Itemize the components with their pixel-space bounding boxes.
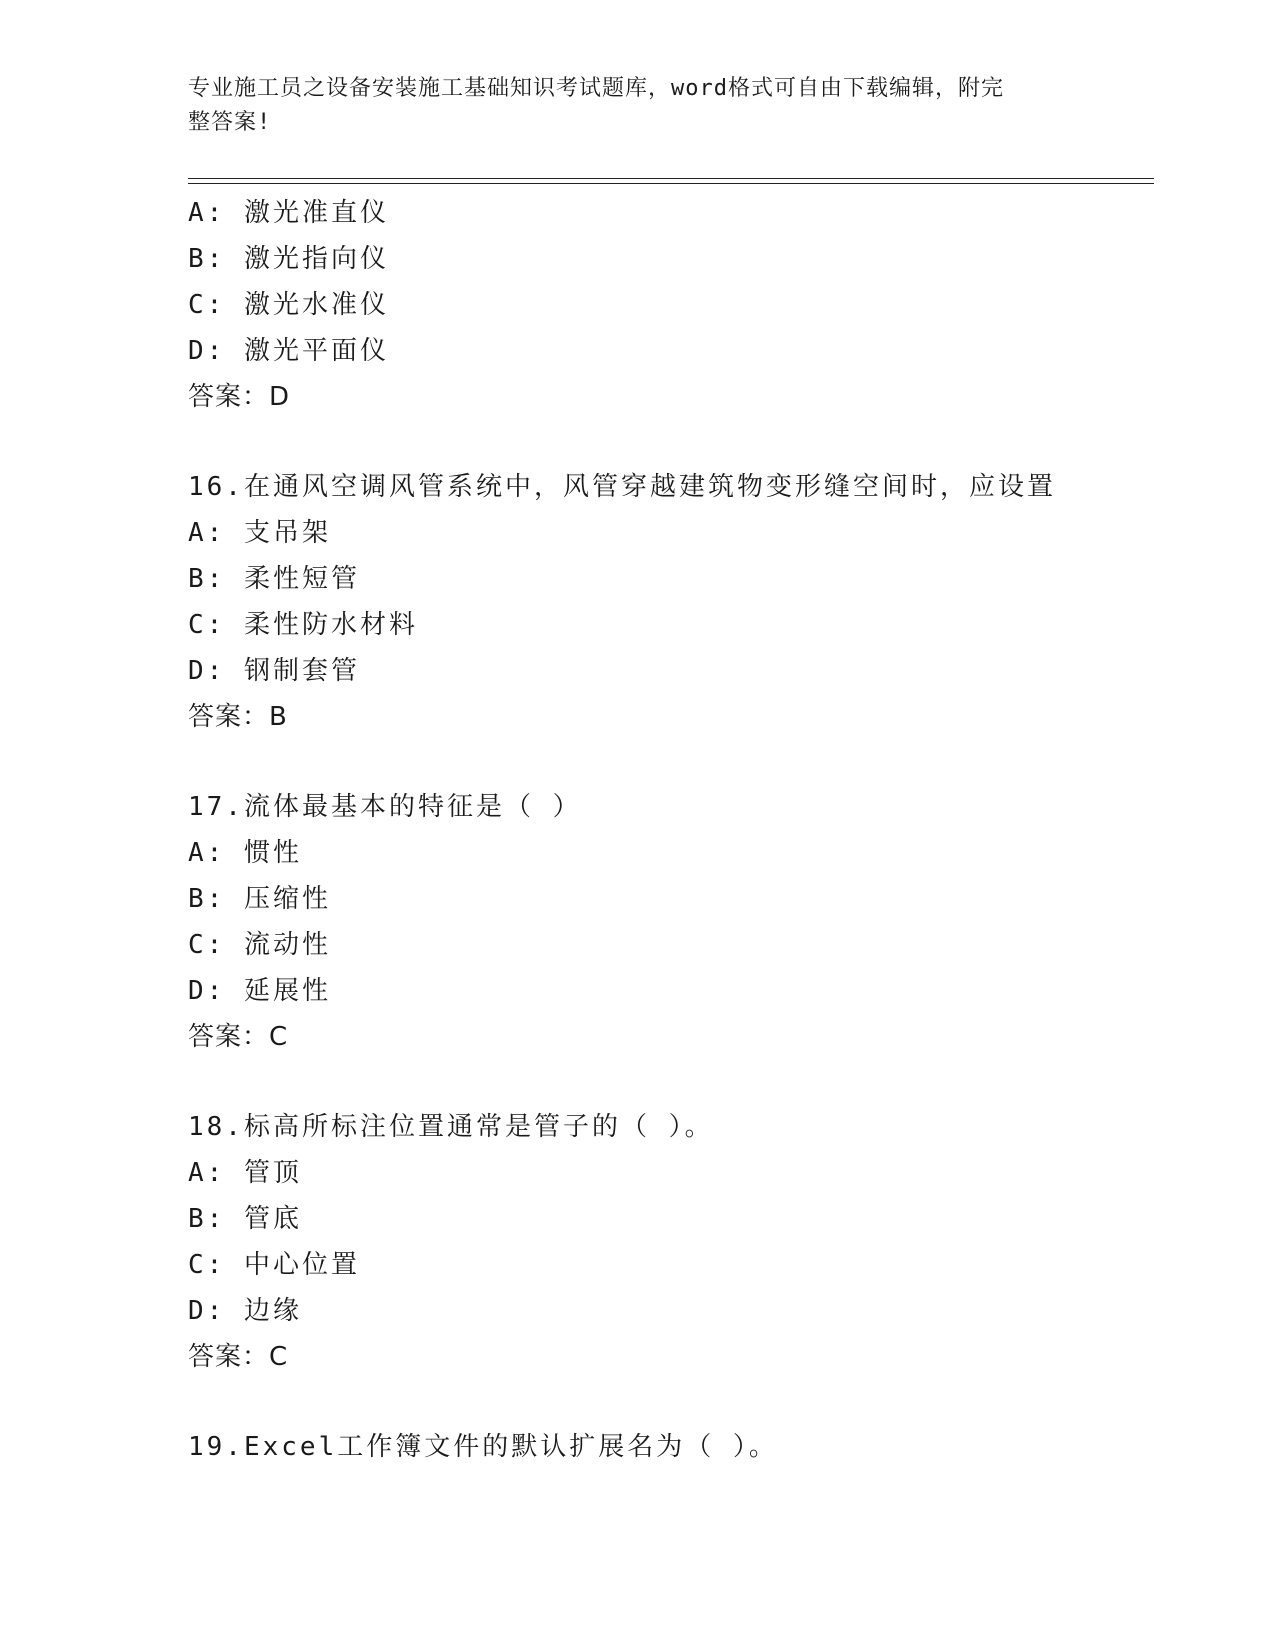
option-a: A: 惯性 [188, 838, 302, 868]
answer-line [188, 1334, 1168, 1380]
header-line-1: 专业施工员之设备安装施工基础知识考试题库，word格式可自由下载编辑，附完 [188, 76, 1004, 101]
question-block-18 [188, 1104, 1168, 1380]
answer-line [188, 694, 1168, 740]
option-c: C: 流动性 [188, 930, 331, 960]
answer-label: 答案： [188, 702, 270, 732]
option-b: B: 激光指向仪 [188, 244, 389, 274]
question-block-15 [188, 190, 1168, 420]
question-block-19 [188, 1424, 1168, 1470]
document-body [188, 190, 1168, 1470]
option-d: D: 边缘 [188, 1296, 302, 1326]
option-a: A: 支吊架 [188, 518, 331, 548]
question-text: 18.标高所标注位置通常是管子的（ ）。 [188, 1112, 714, 1142]
answer-value: C [269, 1022, 289, 1052]
option-b: B: 管底 [188, 1204, 302, 1234]
question-block-17 [188, 784, 1168, 1060]
answer-line [188, 1014, 1168, 1060]
option-d: D: 激光平面仪 [188, 336, 389, 366]
option-c: C: 中心位置 [188, 1250, 360, 1280]
option-a: A: 激光准直仪 [188, 198, 389, 228]
answer-value: B [269, 702, 288, 732]
question-text: 17.流体最基本的特征是（ ） [188, 792, 582, 822]
answer-label: 答案： [188, 1022, 270, 1052]
answer-line [188, 374, 1168, 420]
question-text: 19.Excel工作簿文件的默认扩展名为（ ）。 [188, 1432, 778, 1462]
header-divider [188, 178, 1154, 184]
option-d: D: 钢制套管 [188, 656, 360, 686]
option-b: B: 压缩性 [188, 884, 331, 914]
answer-label: 答案： [188, 1342, 270, 1372]
option-c: C: 柔性防水材料 [188, 610, 418, 640]
header-line-2: 整答案! [188, 110, 272, 135]
option-d: D: 延展性 [188, 976, 331, 1006]
answer-value: C [269, 1342, 289, 1372]
option-b: B: 柔性短管 [188, 564, 360, 594]
option-c: C: 激光水准仪 [188, 290, 389, 320]
option-a: A: 管顶 [188, 1158, 302, 1188]
question-text: 16.在通风空调风管系统中，风管穿越建筑物变形缝空间时，应设置 [188, 472, 1056, 502]
answer-value: D [269, 382, 291, 412]
document-header [188, 72, 1088, 140]
answer-label: 答案： [188, 382, 270, 412]
question-block-16 [188, 464, 1168, 740]
